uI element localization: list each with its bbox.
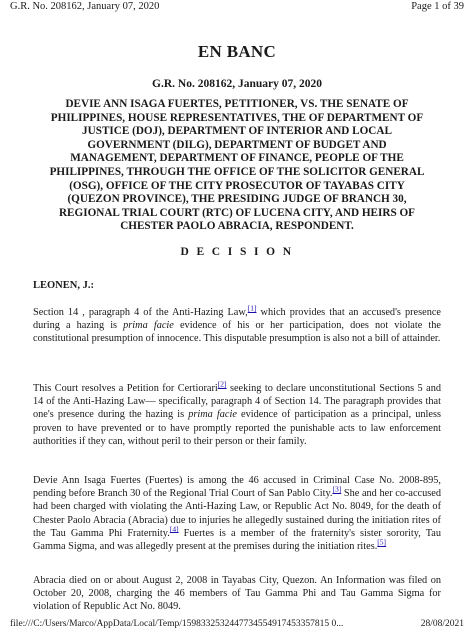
- paragraph-1: [33, 303, 441, 346]
- footnote-link-4[interactable]: [4]: [169, 524, 179, 534]
- paragraph-text: Devie Ann Isaga Fuertes (Fuertes) is among the 46 accused in Criminal Case No. 2008-895, pending before Branch 30 of the Regional Trial Court of San Pablo City.: [33, 475, 441, 500]
- paragraph-text: which provides that an accused's presence during a hazing is: [33, 307, 441, 332]
- paragraph-text: This Court resolves a Petition for Certiorari: [33, 383, 218, 394]
- decision-heading: D E C I S I O N: [180, 246, 294, 258]
- paragraph-3: [33, 474, 441, 553]
- ponente: LEONEN, J.:: [33, 280, 94, 291]
- gr-number-heading: G.R. No. 208162, January 07, 2020: [152, 78, 322, 90]
- paragraph-text: seeking to declare unconstitutional Sections 5 and 14 of the Anti-Hazing Law— specifically, paragraph 4 of Section 14. The paragraph provides that one's presence during the hazing is: [33, 383, 442, 421]
- header-case-reference: G.R. No. 208162, January 07, 2020: [10, 1, 160, 12]
- paragraph-text: Abracia died on or about August 2, 2008 in Tayabas City, Quezon. An Information was filed on October 20, 2008, charging the 46 members of Tau Gamma Phi and Tau Gamma Sigma for violation of Republic Act No. 8049.: [33, 575, 441, 613]
- case-parties: DEVIE ANN ISAGA FUERTES, PETITIONER, VS. THE SENATE OF PHILIPPINES, HOUSE REPRESENTATIVES, THE OF DEPARTMENT OF JUSTICE (DOJ), DEPARTMENT OF INTERIOR AND LOCAL GOVERNMENT (DILG), DEPARTMENT OF BUDGET AND MANAGEMENT, DEPARTMENT OF FINANCE, PEOPLE OF THE PHILIPPINES, THROUGH THE OFFICE OF THE SOLICITOR GENERAL (OSG), OFFICE OF THE CITY PROSECUTOR OF TAYABAS CITY (QUEZON PROVINCE), THE PRESIDING JUDGE OF BRANCH 30, REGIONAL TRIAL COURT (RTC) OF LUCENA CITY, AND HEIRS OF CHESTER PAOLO ABRACIA, RESPONDENT.: [49, 98, 425, 233]
- footnote-link-1[interactable]: [1]: [247, 303, 257, 313]
- header-page-number: Page 1 of 39: [411, 1, 464, 12]
- footnote-link-2[interactable]: [2]: [217, 379, 227, 389]
- footnote-link-5[interactable]: [5]: [377, 537, 387, 547]
- footer-file-path: file:///C:/Users/Marco/AppData/Local/Temp/1598332532447734554917453357815 0...: [10, 619, 344, 629]
- court-division-heading: EN BANC: [197, 42, 277, 61]
- italic-term: prima facie: [188, 409, 237, 421]
- paragraph-4: [33, 574, 441, 614]
- footer-date: 28/08/2021: [420, 619, 464, 629]
- italic-term: prima facie: [123, 320, 174, 332]
- paragraph-2: [33, 379, 442, 448]
- paragraph-text: She and her co-accused had been charged with violating the Anti-Hazing Law, or Republic Act No. 8049, for the death of Chester Paolo Abracia (Abracia) due to injuries he allegedly sustained during the initiation rites of the Tau Gamma Phi Fraternity.: [33, 488, 441, 539]
- paragraph-text: evidence of participation as a principal, unless proven to have prevented or to have promptly reported the punishable acts to law enforcement authorities if they can, without peril to their person or their family.: [33, 409, 441, 447]
- footnote-link-3[interactable]: [3]: [332, 484, 342, 494]
- paragraph-text: evidence of his or her participation, does not violate the constitutional presumption of innocence. This disputable presumption is also not a bill of attainder.: [33, 320, 441, 345]
- paragraph-text: Fuertes is a member of the fraternity's sister sorority, Tau Gamma Sigma, and was allegedly present at the premises during the initiation rites.: [33, 527, 441, 553]
- paragraph-text: Section 14 , paragraph 4 of the Anti-Hazing Law,: [33, 307, 248, 318]
